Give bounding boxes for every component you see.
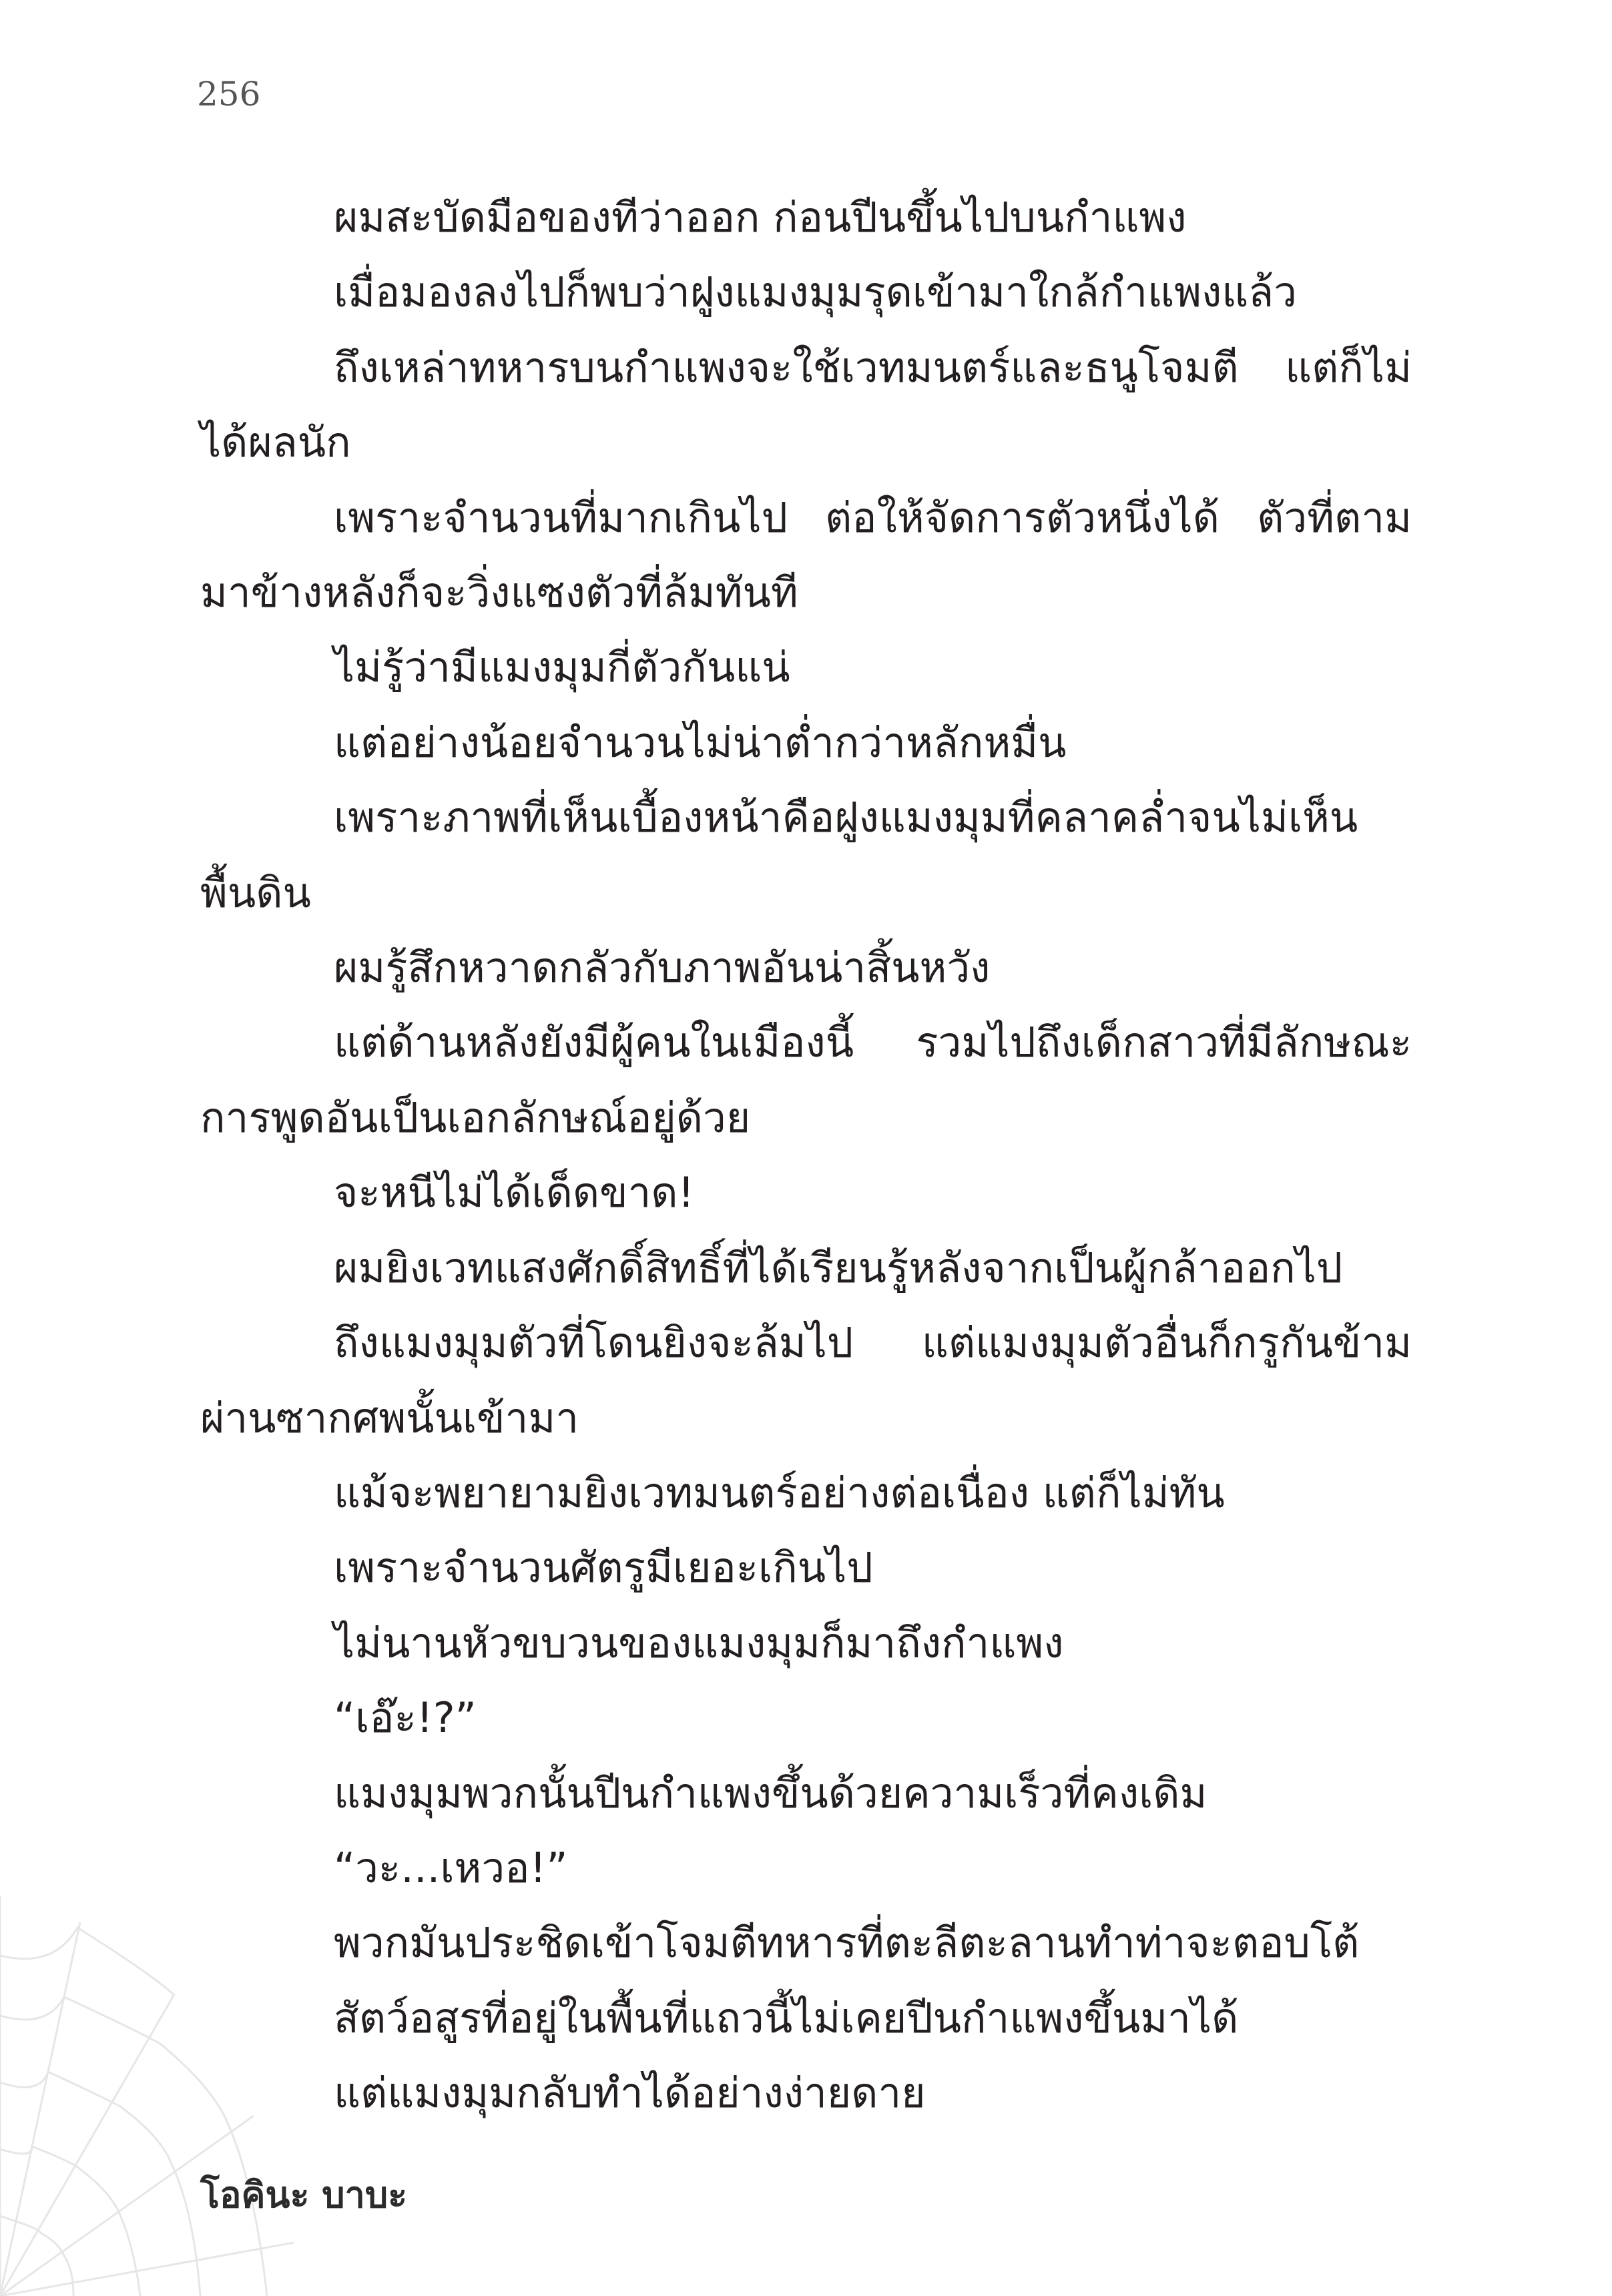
page-number: 256 (197, 75, 261, 113)
paragraph: ถึงแมงมุมตัวที่โดนยิงจะล้มไป แต่แมงมุมตัวอื่นก็กรูกันข้ามผ่านซากศพนั้นเข้ามา (200, 1318, 1412, 1442)
paragraph: ผมสะบัดมือของทีว่าออก ก่อนปีนขึ้นไปบนกำแพง (334, 193, 1187, 242)
body-text (200, 180, 1412, 2131)
paragraph: พวกมันประชิดเข้าโจมตีทหารที่ตะลีตะลานทำท่าจะตอบโต้ (334, 1918, 1360, 1968)
paragraph: จะหนีไม่ได้เด็ดขาด! (334, 1168, 695, 1217)
paragraph: แต่แมงมุมกลับทำได้อย่างง่ายดาย (334, 2068, 926, 2118)
paragraph: แมงมุมพวกนั้นปีนกำแพงขึ้นด้วยความเร็วที่คงเดิม (334, 1768, 1207, 1817)
footer-author: โอคินะ บาบะ (200, 2174, 408, 2216)
paragraph: แต่ด้านหลังยังมีผู้คนในเมืองนี้ รวมไปถึงเด็กสาวที่มีลักษณะการพูดอันเป็นเอกลักษณ์อยู่ด้วย (200, 1018, 1412, 1142)
paragraph: ถึงเหล่าทหารบนกำแพงจะใช้เวทมนตร์และธนูโจมตี แต่ก็ไม่ได้ผลนัก (200, 342, 1412, 467)
paragraph: “วะ...เหวอ!” (334, 1843, 568, 1892)
paragraph: แต่อย่างน้อยจำนวนไม่น่าต่ำกว่าหลักหมื่น (334, 718, 1067, 767)
spider-web-icon (0, 1896, 294, 2296)
paragraph: แม้จะพยายามยิงเวทมนตร์อย่างต่อเนื่อง แต่ก็ไม่ทัน (334, 1468, 1225, 1517)
paragraph: ผมยิงเวทแสงศักดิ์สิทธิ์ที่ได้เรียนรู้หลังจากเป็นผู้กล้าออกไป (334, 1243, 1343, 1292)
paragraph: เมื่อมองลงไปก็พบว่าฝูงแมงมุมรุดเข้ามาใกล้กำแพงแล้ว (334, 268, 1297, 317)
paragraph: สัตว์อสูรที่อยู่ในพื้นที่แถวนี้ไม่เคยปีนกำแพงขึ้นมาได้ (334, 1993, 1239, 2042)
paragraph: เพราะจำนวนศัตรูมีเยอะเกินไป (334, 1543, 873, 1593)
paragraph: เพราะภาพที่เห็นเบื้องหน้าคือฝูงแมงมุมที่คลาคล่ำจนไม่เห็นพื้นดิน (200, 793, 1358, 917)
paragraph: ไม่นานหัวขบวนของแมงมุมก็มาถึงกำแพง (334, 1618, 1064, 1667)
paragraph: ผมรู้สึกหวาดกลัวกับภาพอันน่าสิ้นหวัง (334, 943, 991, 992)
paragraph: เพราะจำนวนที่มากเกินไป ต่อให้จัดการตัวหนึ่งได้ ตัวที่ตามมาข้างหลังก็จะวิ่งแซงตัวที่ล้มทันที (200, 493, 1412, 617)
paragraph: “เอ๊ะ!?” (334, 1693, 477, 1743)
paragraph: ไม่รู้ว่ามีแมงมุมกี่ตัวกันแน่ (334, 643, 790, 692)
